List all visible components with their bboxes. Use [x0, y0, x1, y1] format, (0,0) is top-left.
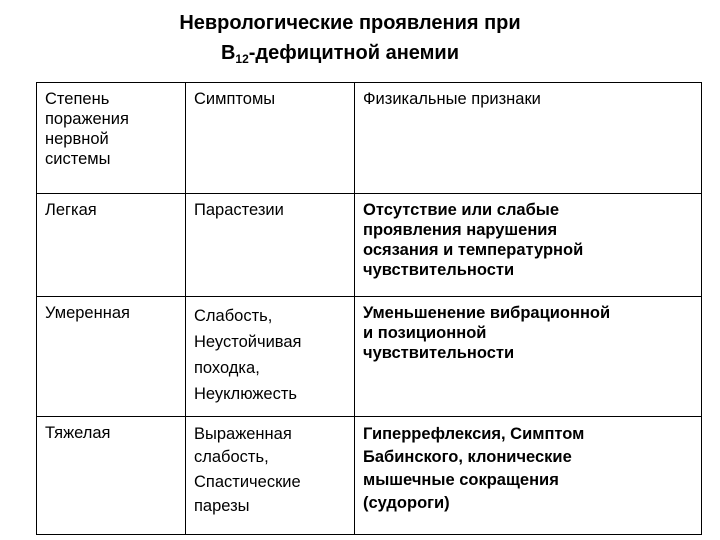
signs-line: Уменьшенение вибрационной [363, 304, 611, 322]
table-header-row [37, 83, 702, 194]
title-vitamin-subscript: 12 [235, 52, 249, 66]
header-symptoms [186, 83, 355, 194]
signs-line: (судороги) [363, 494, 450, 512]
signs-line: проявления нарушения [363, 221, 558, 239]
header-degree [37, 83, 186, 194]
degree-label: Легкая [45, 201, 97, 219]
header-degree-line: Степень [45, 90, 110, 108]
symptoms-line: Слабость, [194, 307, 273, 325]
header-degree-line: нервной [45, 130, 109, 148]
degree-label: Умеренная [45, 304, 130, 322]
symptoms-line: парезы [194, 497, 250, 515]
symptoms-line: слабость, [194, 448, 269, 466]
signs-line: Отсутствие или слабые [363, 201, 560, 219]
cell-signs [355, 194, 702, 297]
symptoms-line: Спастические [194, 473, 301, 491]
signs-line: мышечные сокращения [363, 471, 559, 489]
header-symptoms-label: Симптомы [194, 90, 276, 108]
cell-symptoms [186, 194, 355, 297]
title-suffix: -дефицитной анемии [248, 42, 460, 64]
signs-line: Гиперрефлексия, Симптом [363, 425, 585, 443]
signs-line: чувствительности [363, 261, 515, 279]
title-line-2 [0, 38, 720, 68]
symptoms-line: Неустойчивая [194, 333, 302, 351]
symptoms-table-container [36, 82, 681, 534]
cell-signs [355, 417, 702, 535]
symptoms-table [36, 82, 702, 535]
header-signs [355, 83, 702, 194]
cell-symptoms [186, 297, 355, 417]
header-signs-label: Физикальные признаки [363, 90, 541, 108]
title-vitamin-letter: В [220, 42, 236, 64]
symptoms-line: походка, [194, 359, 260, 377]
signs-line: чувствительности [363, 344, 515, 362]
cell-degree [37, 417, 186, 535]
symptoms-line: Выраженная [194, 425, 292, 443]
table-row [37, 297, 702, 417]
cell-symptoms [186, 417, 355, 535]
cell-signs [355, 297, 702, 417]
symptoms-line: Парастезии [194, 201, 284, 219]
table-row [37, 194, 702, 297]
cell-degree [37, 194, 186, 297]
signs-line: осязания и температурной [363, 241, 584, 259]
header-degree-line: поражения [45, 110, 129, 128]
symptoms-line: Неуклюжесть [194, 385, 297, 403]
table-row [37, 417, 702, 535]
degree-label: Тяжелая [45, 424, 111, 442]
header-degree-line: системы [45, 150, 111, 168]
signs-line: Бабинского, клонические [363, 448, 572, 466]
title-line-1: Неврологические проявления при [179, 12, 521, 34]
page-title [0, 8, 720, 68]
cell-degree [37, 297, 186, 417]
signs-line: и позиционной [363, 324, 487, 342]
